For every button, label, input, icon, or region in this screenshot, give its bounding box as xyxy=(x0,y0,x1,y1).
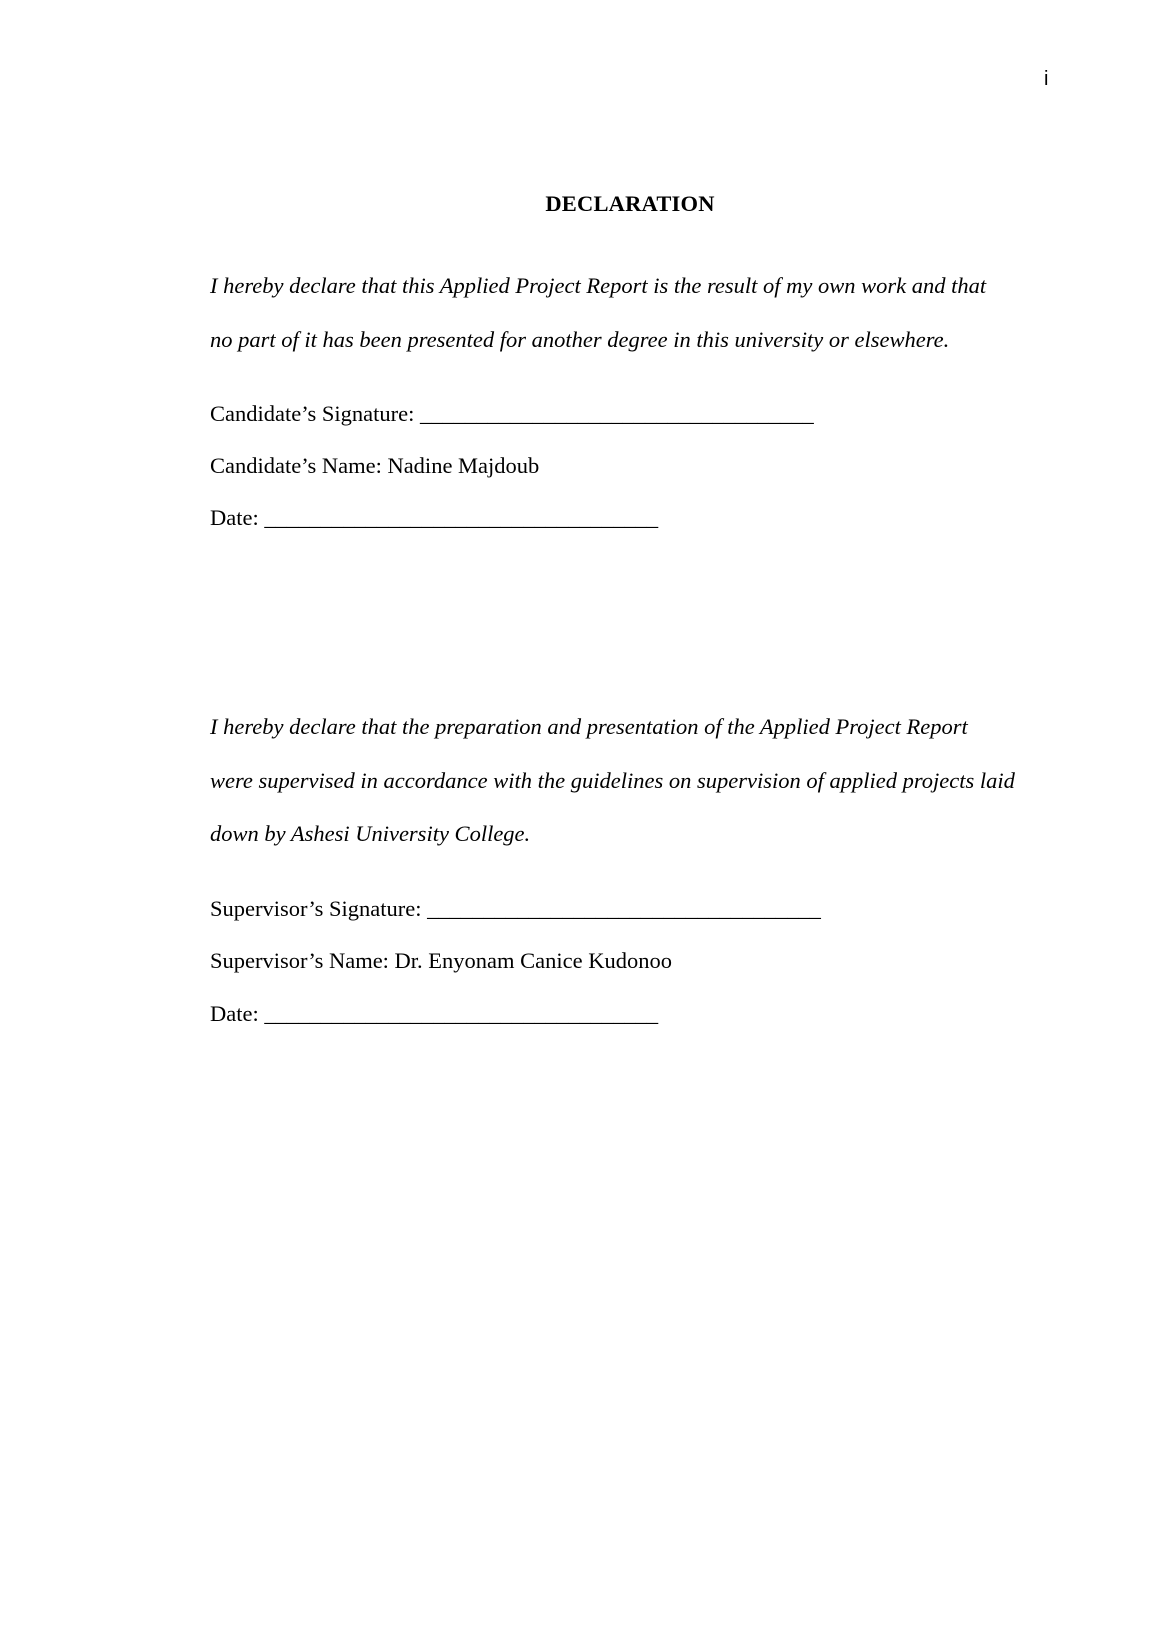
supervisor-name-field: Supervisor’s Name: Dr. Enyonam Canice Kudonoo xyxy=(210,948,673,973)
candidate-signature-field: Candidate’s Signature: ___________________________________ xyxy=(210,401,814,426)
supervisor-declaration-statement xyxy=(210,700,1015,861)
supervisor-date-field: Date: ___________________________________ xyxy=(210,1001,659,1026)
statement-line: down by Ashesi University College. xyxy=(210,821,531,846)
statement-line: I hereby declare that the preparation and presentation of the Applied Project Report xyxy=(210,714,968,739)
candidate-date-field: Date: ___________________________________ xyxy=(210,505,659,530)
supervisor-signature-field: Supervisor’s Signature: ___________________________________ xyxy=(210,896,821,921)
page-number: i xyxy=(1044,68,1049,90)
statement-line: no part of it has been presented for another degree in this university or elsewhere. xyxy=(210,326,950,352)
candidate-name-field: Candidate’s Name: Nadine Majdoub xyxy=(210,453,540,478)
page-title: DECLARATION xyxy=(545,191,715,216)
statement-line: were supervised in accordance with the guidelines on supervision of applied projects laid xyxy=(210,767,1015,793)
candidate-declaration-statement xyxy=(210,259,986,366)
statement-line: I hereby declare that this Applied Project Report is the result of my own work and that xyxy=(210,273,987,298)
